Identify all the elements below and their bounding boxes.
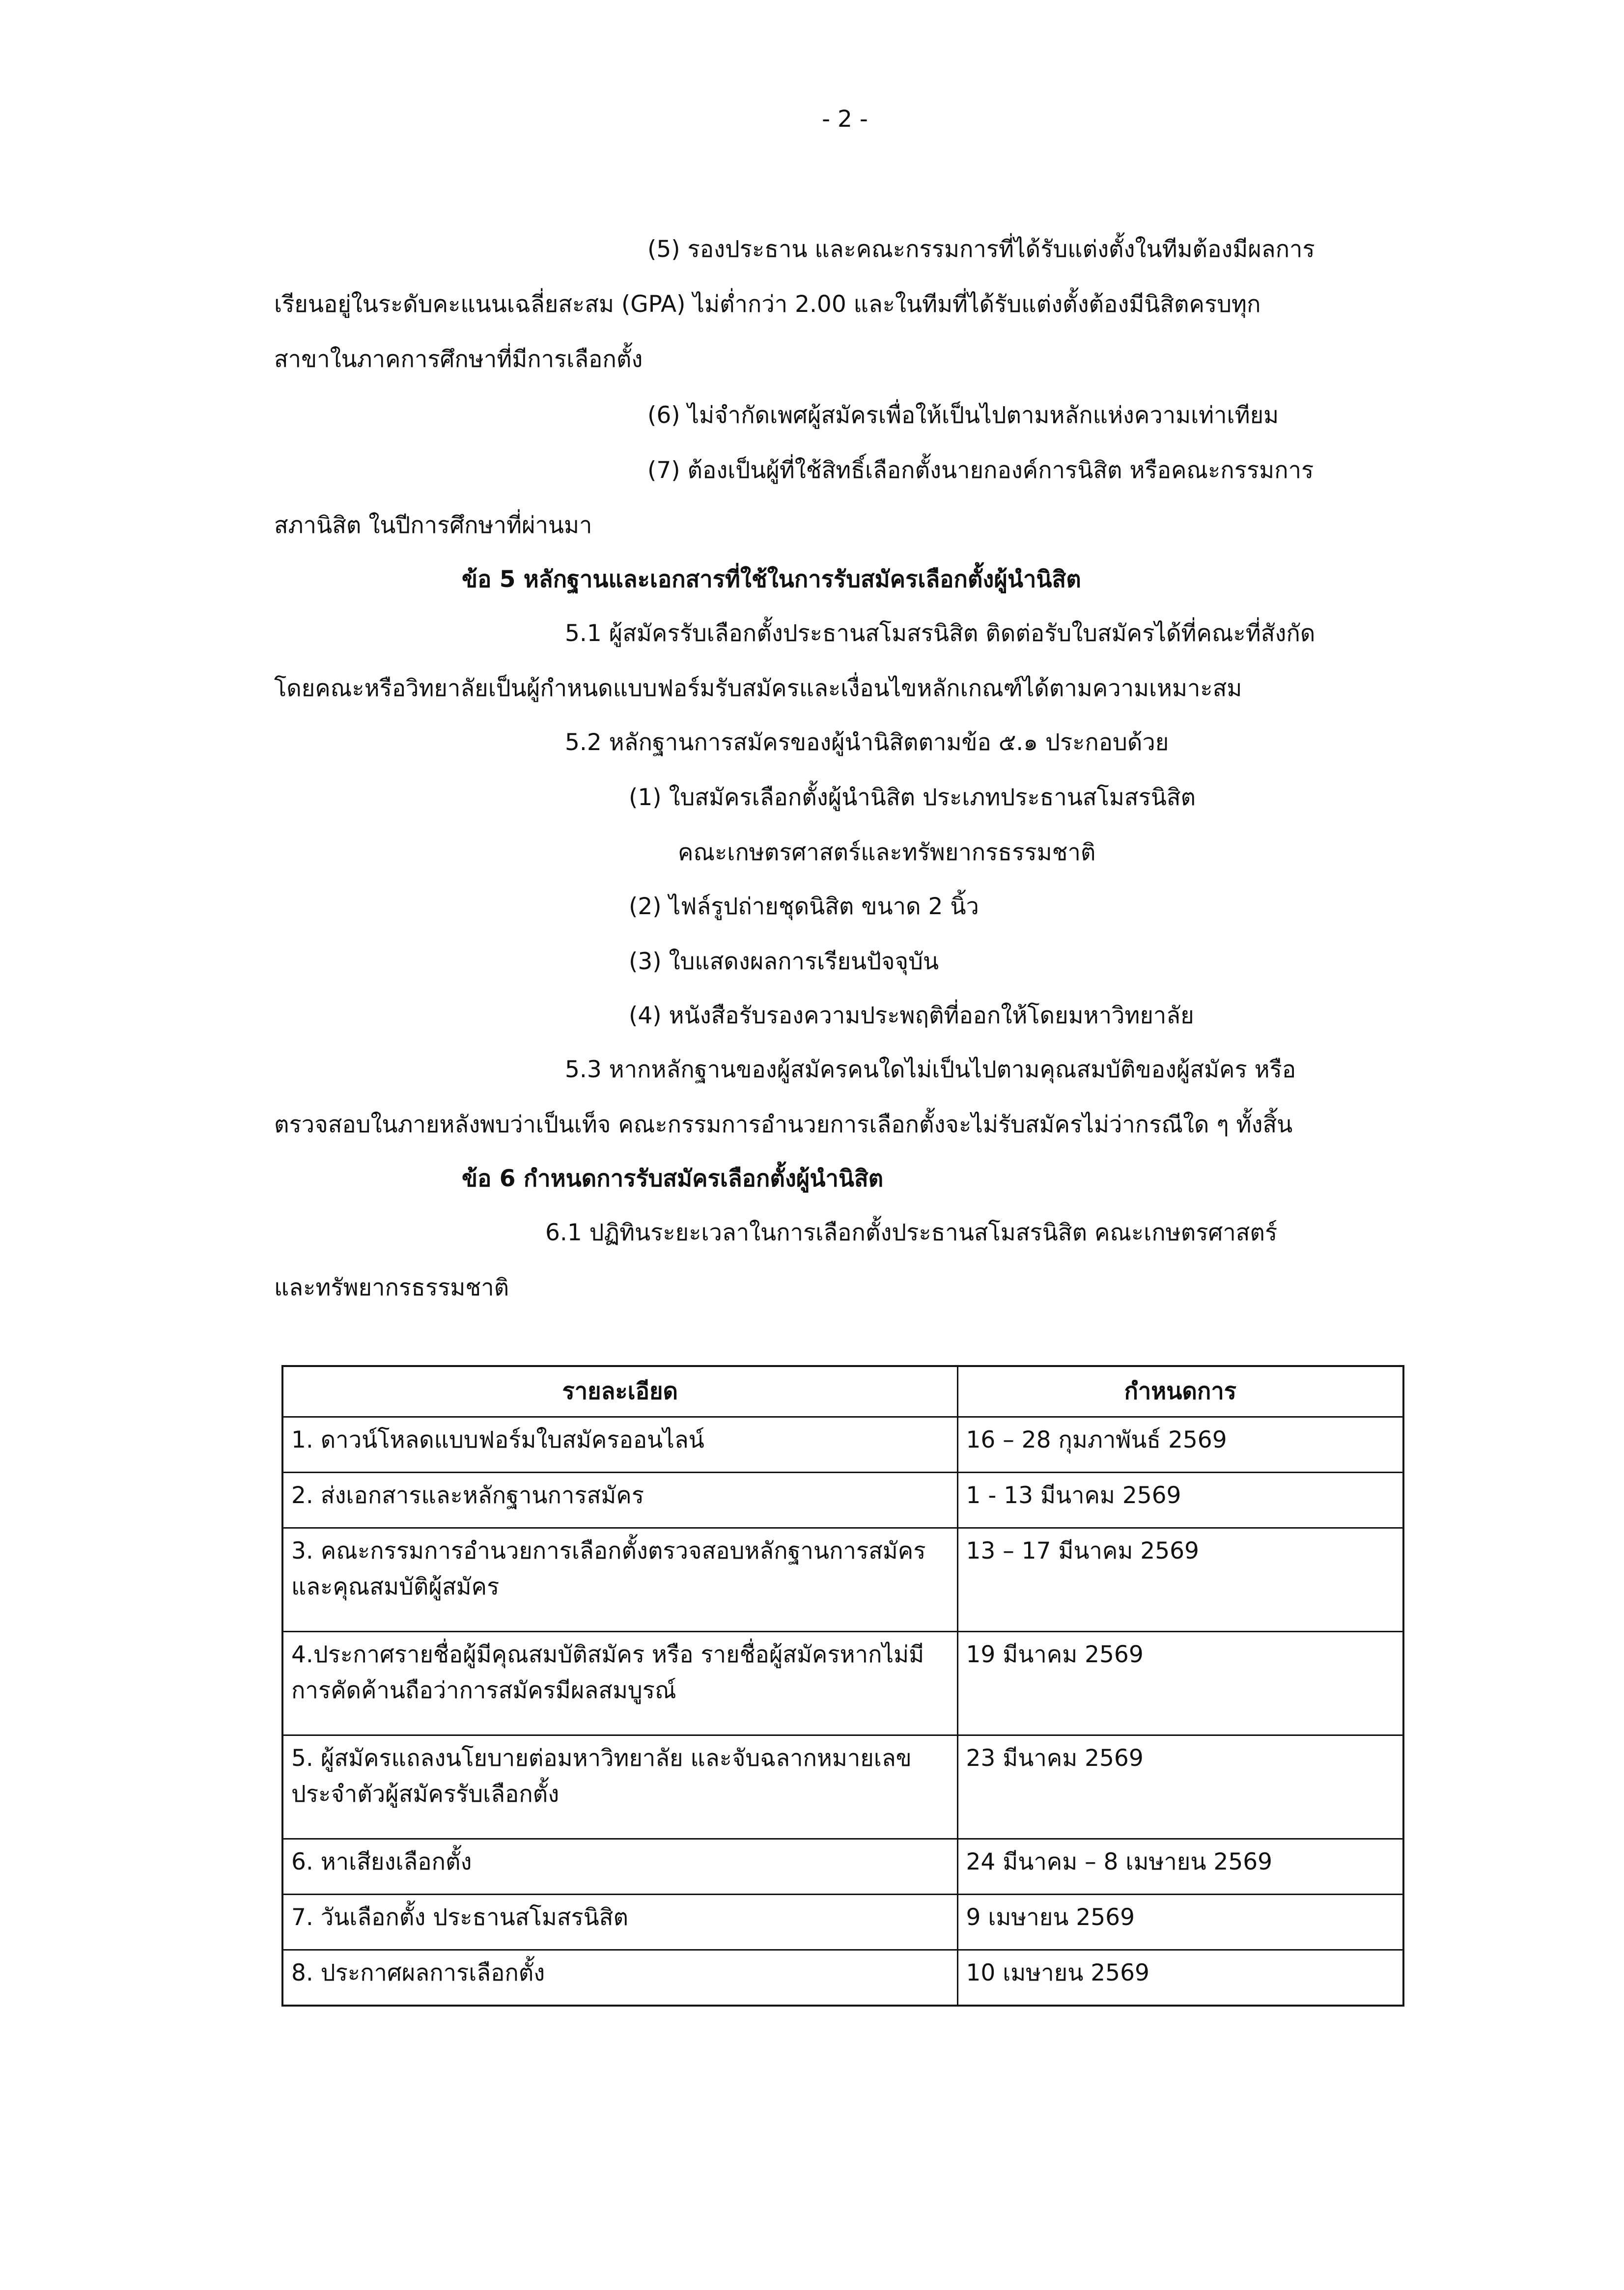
item-5-2: 5.2 หลักฐานการสมัครของผู้นำนิสิตตามข้อ ๕.๑ ประกอบด้วย: [565, 729, 1169, 756]
detail-cell: 4.ประกาศรายชื่อผู้มีคุณสมบัติสมัคร หรือ รายชื่อผู้สมัครหากไม่มีการคัดค้านถือว่าการสมัครมีผลสมบูรณ์: [282, 1632, 957, 1735]
date-cell: 1 - 13 มีนาคม 2569: [957, 1473, 1403, 1528]
clause-5-line-3: สาขาในภาคการศึกษาที่มีการเลือกตั้ง: [274, 346, 643, 373]
clause-5-line-2: เรียนอยู่ในระดับคะแนนเฉลี่ยสะสม (GPA) ไม่ต่ำกว่า 2.00 และในทีมที่ได้รับแต่งตั้งต้องมีนิสิตครบทุก: [274, 291, 1261, 318]
date-cell: 16 – 28 กุมภาพันธ์ 2569: [957, 1417, 1403, 1473]
item-5-2-doc-1-line-2: คณะเกษตรศาสตร์และทรัพยากรธรรมชาติ: [678, 839, 1096, 866]
item-6-1-line-2: และทรัพยากรธรรมชาติ: [274, 1274, 509, 1301]
table-row: [282, 1895, 1403, 1950]
table-row: [282, 1417, 1403, 1473]
table-header-row: [282, 1366, 1403, 1417]
item-5-2-doc-1-line-1: (1) ใบสมัครเลือกตั้งผู้นำนิสิต ประเภทประธานสโมสรนิสิต: [629, 784, 1196, 811]
detail-cell: 3. คณะกรรมการอำนวยการเลือกตั้งตรวจสอบหลักฐานการสมัครและคุณสมบัติผู้สมัคร: [282, 1528, 957, 1632]
election-schedule-table: [281, 1365, 1404, 2007]
section-5-heading: ข้อ 5 หลักฐานและเอกสารที่ใช้ในการรับสมัครเลือกตั้งผู้นำนิสิต: [462, 566, 1081, 593]
detail-cell: 8. ประกาศผลการเลือกตั้ง: [282, 1950, 957, 2006]
detail-cell: 2. ส่งเอกสารและหลักฐานการสมัคร: [282, 1473, 957, 1528]
table-row: [282, 1735, 1403, 1839]
item-5-1-line-2: โดยคณะหรือวิทยาลัยเป็นผู้กำหนดแบบฟอร์มรับสมัครและเงื่อนไขหลักเกณฑ์ได้ตามความเหมาะสม: [274, 675, 1242, 702]
clause-6: (6) ไม่จำกัดเพศผู้สมัครเพื่อให้เป็นไปตามหลักแห่งความเท่าเทียม: [647, 402, 1279, 429]
item-5-2-doc-2: (2) ไฟล์รูปถ่ายชุดนิสิต ขนาด 2 นิ้ว: [629, 893, 979, 920]
date-cell: 10 เมษายน 2569: [957, 1950, 1403, 2006]
table-row: [282, 1950, 1403, 2006]
clause-7-line-1: (7) ต้องเป็นผู้ที่ใช้สิทธิ์เลือกตั้งนายกองค์การนิสิต หรือคณะกรรมการ: [647, 457, 1314, 484]
header-date: กำหนดการ: [957, 1366, 1403, 1417]
date-cell: 9 เมษายน 2569: [957, 1895, 1403, 1950]
table-row: [282, 1632, 1403, 1735]
date-cell: 13 – 17 มีนาคม 2569: [957, 1528, 1403, 1632]
clause-7-line-2: สภานิสิต ในปีการศึกษาที่ผ่านมา: [274, 512, 592, 539]
clause-5-line-1: (5) รองประธาน และคณะกรรมการที่ได้รับแต่งตั้งในทีมต้องมีผลการ: [647, 236, 1315, 263]
detail-cell: 6. หาเสียงเลือกตั้ง: [282, 1839, 957, 1895]
detail-cell: 1. ดาวน์โหลดแบบฟอร์มใบสมัครออนไลน์: [282, 1417, 957, 1473]
detail-cell: 5. ผู้สมัครแถลงนโยบายต่อมหาวิทยาลัย และจับฉลากหมายเลขประจำตัวผู้สมัครรับเลือกตั้ง: [282, 1735, 957, 1839]
header-detail: รายละเอียด: [282, 1366, 957, 1417]
item-5-3-line-1: 5.3 หากหลักฐานของผู้สมัครคนใดไม่เป็นไปตามคุณสมบัติของผู้สมัคร หรือ: [565, 1056, 1296, 1083]
item-5-2-doc-3: (3) ใบแสดงผลการเรียนปัจจุบัน: [629, 948, 939, 975]
item-5-2-doc-4: (4) หนังสือรับรองความประพฤติที่ออกให้โดยมหาวิทยาลัย: [629, 1002, 1194, 1029]
item-5-3-line-2: ตรวจสอบในภายหลังพบว่าเป็นเท็จ คณะกรรมการอำนวยการเลือกตั้งจะไม่รับสมัครไม่ว่ากรณีใด ๆ ทั้งสิ้น: [274, 1111, 1293, 1138]
date-cell: 23 มีนาคม 2569: [957, 1735, 1403, 1839]
section-6-heading: ข้อ 6 กำหนดการรับสมัครเลือกตั้งผู้นำนิสิต: [462, 1165, 884, 1192]
date-cell: 24 มีนาคม – 8 เมษายน 2569: [957, 1839, 1403, 1895]
page-number: - 2 -: [822, 106, 868, 133]
detail-cell: 7. วันเลือกตั้ง ประธานสโมสรนิสิต: [282, 1895, 957, 1950]
date-cell: 19 มีนาคม 2569: [957, 1632, 1403, 1735]
table-row: [282, 1473, 1403, 1528]
table-row: [282, 1528, 1403, 1632]
item-5-1-line-1: 5.1 ผู้สมัครรับเลือกตั้งประธานสโมสรนิสิต ติดต่อรับใบสมัครได้ที่คณะที่สังกัด: [565, 620, 1316, 647]
table-row: [282, 1839, 1403, 1895]
item-6-1-line-1: 6.1 ปฏิทินระยะเวลาในการเลือกตั้งประธานสโมสรนิสิต คณะเกษตรศาสตร์: [545, 1219, 1278, 1246]
